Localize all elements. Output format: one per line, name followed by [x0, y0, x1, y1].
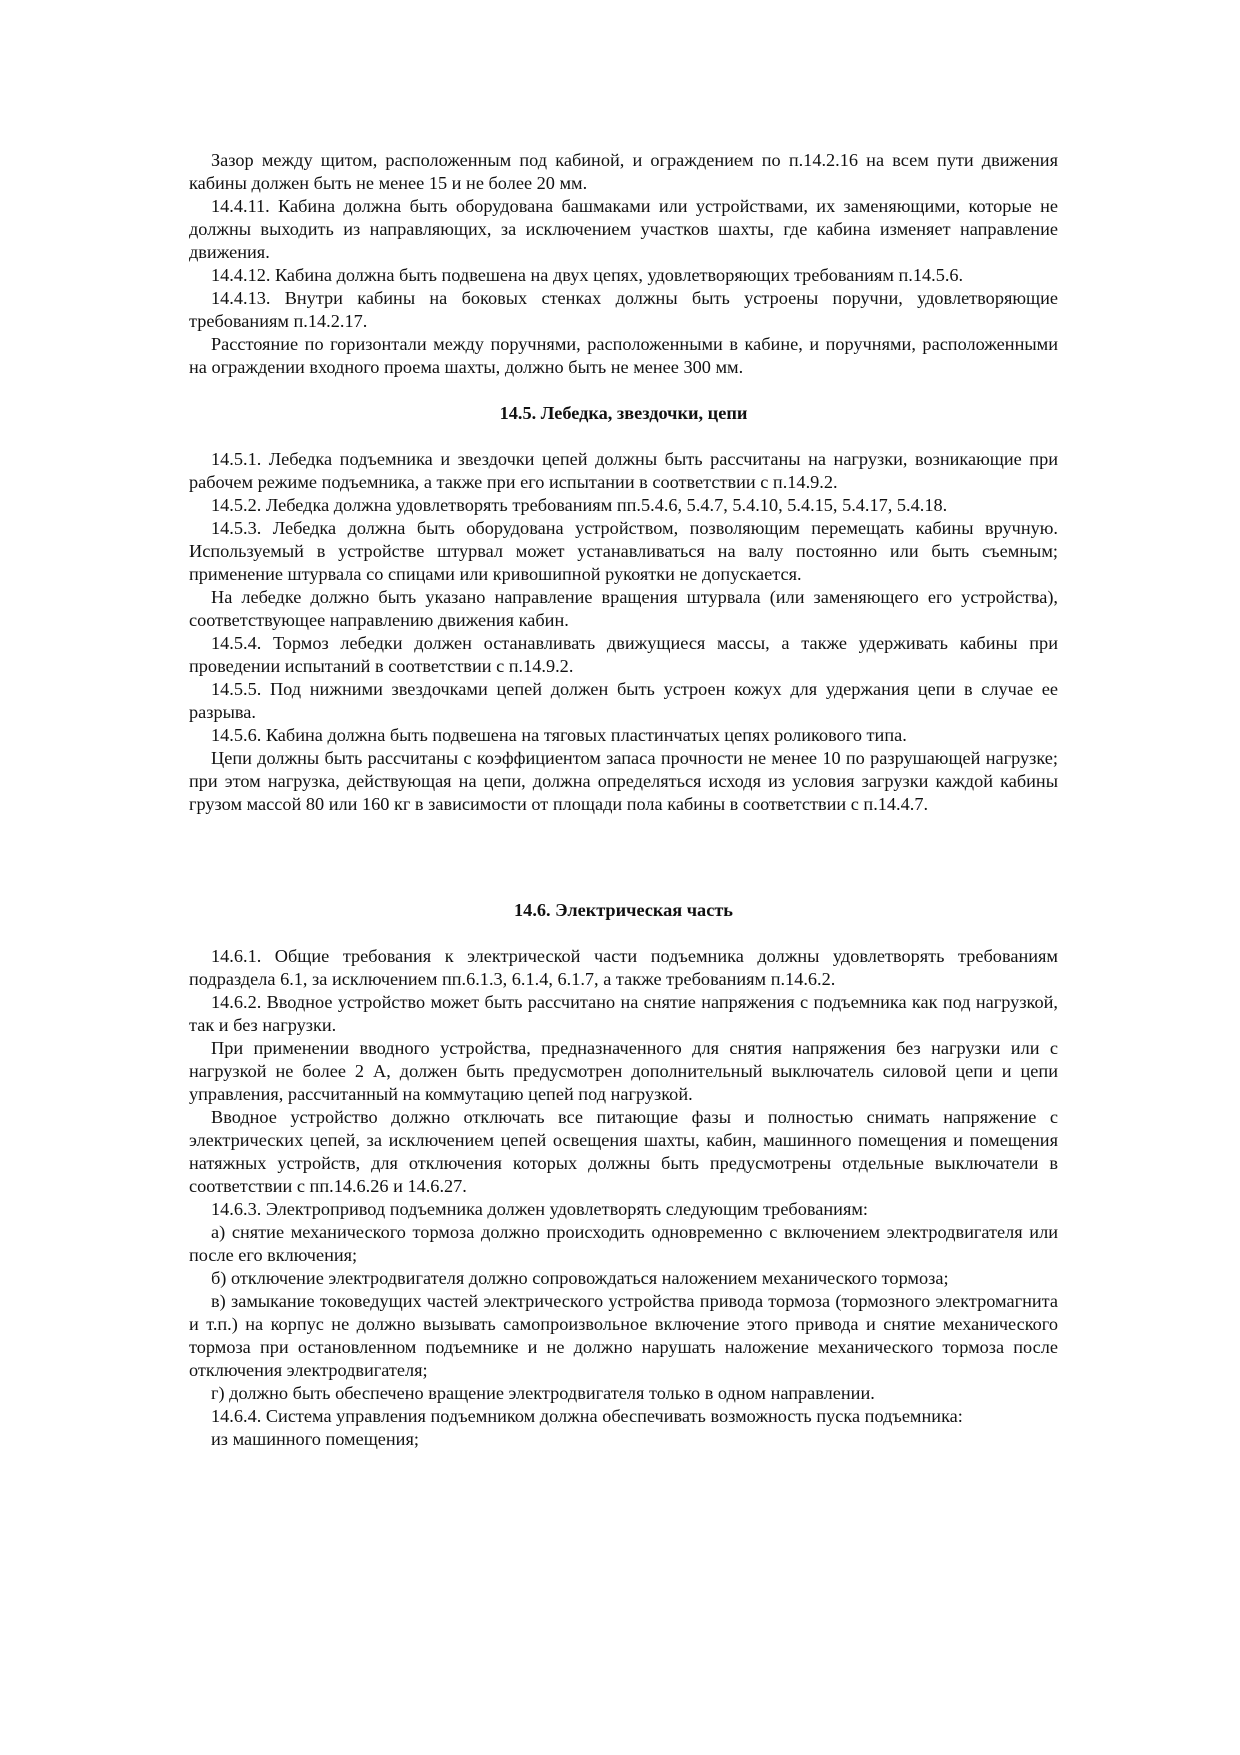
paragraph-14-5-1: 14.5.1. Лебедка подъемника и звездочки цепей должны быть рассчитаны на нагрузки, возникающие при рабочем режиме подъемника, а также при его испытании в соответствии с п.14.9.2.: [189, 449, 1058, 492]
paragraph-chain-safety-factor: Цепи должны быть рассчитаны с коэффициентом запаса прочности не менее 10 по разрушающей нагрузке; при этом нагрузка, действующая на цепи, должна определяться исходя из условия загрузки каждой кабины грузом массой 80 или 160 кг в зависимости от площади пола кабины в соответствии с п.14.4.7.: [189, 748, 1058, 814]
paragraph-14-5-6: 14.5.6. Кабина должна быть подвешена на тяговых пластинчатых цепях роликового типа.: [211, 725, 907, 745]
paragraph-14-5-4: 14.5.4. Тормоз лебедки должен останавливать движущиеся массы, а также удерживать кабины при проведении испытаний в соответствии с п.14.9.2.: [189, 633, 1058, 676]
paragraph-14-4-11: 14.4.11. Кабина должна быть оборудована башмаками или устройствами, их заменяющими, которые не должны выходить из направляющих, за исключением участков шахты, где кабина изменяет направление движения.: [189, 196, 1058, 262]
paragraph-14-4-13: 14.4.13. Внутри кабины на боковых стенках должны быть устроены поручни, удовлетворяющие требованиям п.14.2.17.: [189, 288, 1058, 331]
paragraph-14-6-3: 14.6.3. Электропривод подъемника должен удовлетворять следующим требованиям:: [211, 1199, 868, 1219]
paragraph-14-5-5: 14.5.5. Под нижними звездочками цепей должен быть устроен кожух для удержания цепи в случае ее разрыва.: [189, 679, 1058, 722]
paragraph-gap-clearance: Зазор между щитом, расположенным под кабиной, и ограждением по п.14.2.16 на всем пути движения кабины должен быть не менее 15 и не более 20 мм.: [189, 150, 1058, 193]
list-item-v: в) замыкание токоведущих частей электрического устройства привода тормоза (тормозного электромагнита и т.п.) на корпус не должно вызывать самопроизвольное включение этого привода и снятие механического тормоза при остановленном подъемнике и не должно нарушать наложение механического тормоза после отключения электродвигателя;: [189, 1291, 1058, 1380]
paragraph-extra-switch: При применении вводного устройства, предназначенного для снятия напряжения без нагрузки или с нагрузкой не более 2 А, должен быть предусмотрен дополнительный выключатель силовой цепи и цепи управления, рассчитанный на коммутацию цепей под нагрузкой.: [189, 1038, 1058, 1104]
document-page: [189, 149, 1058, 1451]
list-item-b: б) отключение электродвигателя должно сопровождаться наложением механического тормоза;: [211, 1268, 949, 1288]
paragraph-14-4-12: 14.4.12. Кабина должна быть подвешена на двух цепях, удовлетворяющих требованиям п.14.5.6.: [211, 265, 964, 285]
spacer: [189, 922, 1058, 945]
paragraph-14-6-1: 14.6.1. Общие требования к электрической части подъемника должны удовлетворять требованиям подраздела 6.1, за исключением пп.6.1.3, 6.1.4, 6.1.7, а также требованиям п.14.6.2.: [189, 946, 1058, 989]
section-heading-14-5: 14.5. Лебедка, звездочки, цепи: [499, 403, 748, 423]
paragraph-handrail-distance: Расстояние по горизонтали между поручнями, расположенными в кабине, и поручнями, расположенными на ограждении входного проема шахты, должно быть не менее 300 мм.: [189, 334, 1058, 377]
paragraph-14-6-2: 14.6.2. Вводное устройство может быть рассчитано на снятие напряжения с подъемника как под нагрузкой, так и без нагрузки.: [189, 992, 1058, 1035]
paragraph-winch-direction: На лебедке должно быть указано направление вращения штурвала (или заменяющего его устройства), соответствующее направлению движения кабин.: [189, 587, 1058, 630]
spacer: [189, 379, 1058, 402]
paragraph-14-5-2: 14.5.2. Лебедка должна удовлетворять требованиям пп.5.4.6, 5.4.7, 5.4.10, 5.4.15, 5.4.17, 5.4.18.: [211, 495, 948, 515]
paragraph-input-device-phases: Вводное устройство должно отключать все питающие фазы и полностью снимать напряжение с электрических цепей, за исключением цепей освещения шахты, кабин, машинного помещения и помещения натяжных устройств, для отключения которых должны быть предусмотрены отдельные выключатели в соответствии с пп.14.6.26 и 14.6.27.: [189, 1107, 1058, 1196]
spacer: [189, 425, 1058, 448]
list-item-machine-room: из машинного помещения;: [211, 1429, 419, 1449]
list-item-a: а) снятие механического тормоза должно происходить одновременно с включением электродвигателя или после его включения;: [189, 1222, 1058, 1265]
spacer: [189, 816, 1058, 899]
paragraph-14-6-4: 14.6.4. Система управления подъемником должна обеспечивать возможность пуска подъемника:: [211, 1406, 963, 1426]
paragraph-14-5-3: 14.5.3. Лебедка должна быть оборудована устройством, позволяющим перемещать кабины вручную. Используемый в устройстве штурвал может устанавливаться на валу постоянно или быть съемным; применение штурвала со спицами или кривошипной рукоятки не допускается.: [189, 518, 1058, 584]
section-heading-14-6: 14.6. Электрическая часть: [514, 900, 733, 920]
list-item-g: г) должно быть обеспечено вращение электродвигателя только в одном направлении.: [211, 1383, 875, 1403]
